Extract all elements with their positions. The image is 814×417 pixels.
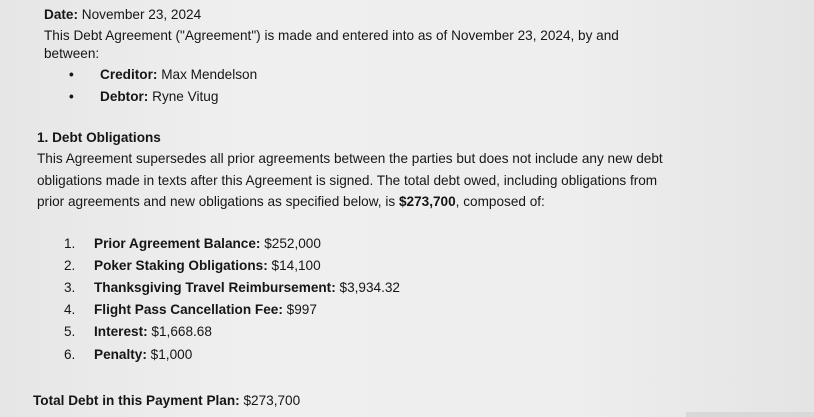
item-label: Interest: [94,324,148,339]
item-amount: $3,934.32 [339,280,400,295]
page-edge-shadow [686,412,814,417]
list-item [0,279,814,297]
item-label: Prior Agreement Balance: [94,236,261,251]
bullet-icon: • [69,67,74,82]
party-creditor [0,66,814,84]
list-item [0,323,814,341]
creditor-role: Creditor: [100,67,158,82]
section-heading: 1. Debt Obligations [37,130,161,145]
date-value: November 23, 2024 [81,7,202,22]
section-paragraph-line-3: prior agreements and new obligations as specified below, is $273,700, composed of: [37,194,545,209]
list-item [0,301,814,319]
list-item [0,257,814,275]
debtor-role: Debtor: [100,89,149,104]
item-amount: $1,668.68 [151,324,212,339]
item-label: Poker Staking Obligations: [94,258,268,273]
section-paragraph-line-2: obligations made in texts after this Agreement is signed. The total debt owed, including obligations from [37,173,658,188]
party-debtor [0,88,814,106]
item-number: 3. [64,280,76,295]
item-number: 5. [64,324,76,339]
item-label: Thanksgiving Travel Reimbursement: [94,280,336,295]
total-amount-inline: $273,700 [398,194,456,209]
item-amount: $1,000 [150,347,193,362]
item-label: Flight Pass Cancellation Fee: [94,302,283,317]
item-number: 6. [64,347,76,362]
total-label: Total Debt in this Payment Plan: [33,393,240,408]
date-label: Date: [44,7,78,22]
item-amount: $997 [286,302,317,317]
item-number: 1. [64,236,76,251]
section-paragraph-line-1: This Agreement supersedes all prior agreements between the parties but does not include any new debt [37,151,663,166]
total-amount: $273,700 [243,393,301,408]
list-item [0,346,814,364]
intro-line-1: This Debt Agreement ("Agreement") is made and entered into as of November 23, 2024, by and [44,28,619,43]
item-number: 2. [64,258,76,273]
bullet-icon: • [69,89,74,104]
item-amount: $252,000 [264,236,321,251]
list-item [0,235,814,253]
intro-line-2: between: [44,46,100,61]
item-label: Penalty: [94,347,147,362]
item-number: 4. [64,302,76,317]
item-amount: $14,100 [271,258,321,273]
total-line [33,392,300,410]
creditor-name: Max Mendelson [161,67,258,82]
date-line [44,6,201,24]
debtor-name: Ryne Vitug [152,89,219,104]
